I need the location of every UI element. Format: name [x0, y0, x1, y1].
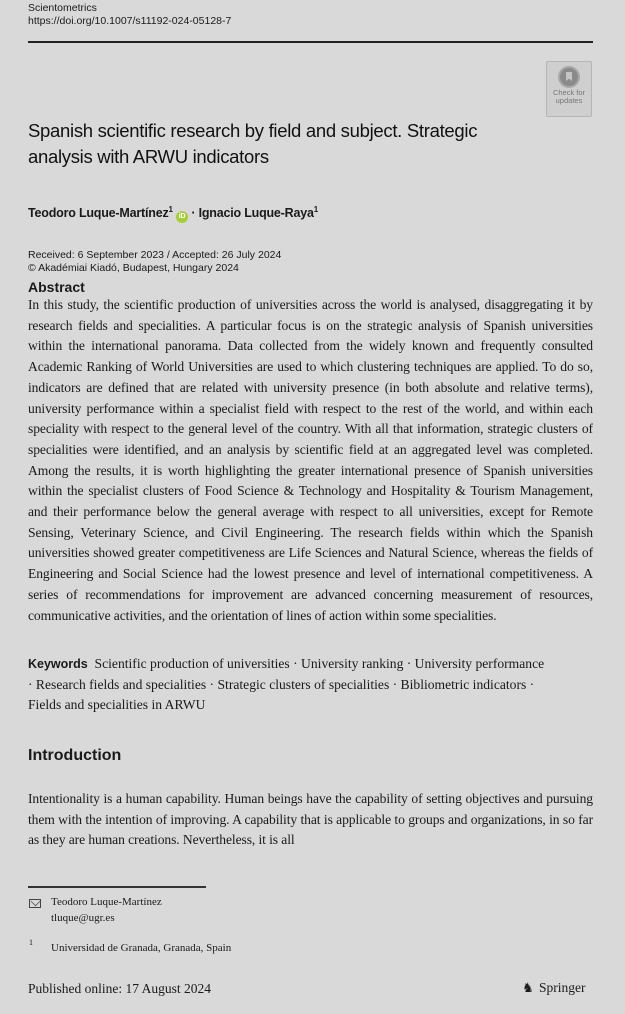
crossmark-label-2: updates [555, 96, 583, 105]
crossmark-icon [558, 66, 580, 88]
abstract-text: In this study, the scientific production of universities across the world is analysed, disaggregating it by research fields and specialities. A particular focus is on the strategic analysis of Spanish universities within the international panorama. Data collected from the widely known and frequently consulted Academic Ranking of World Universities are used to which clustering techniques are applied. To do so, indicators are defined that are related with university presence (in both absolute and relative terms), university performance within a specialist field with respect to the rest of the world, and within each speciality with respect to the general level of the country. With all that information, strategic clusters of specialities were identified, and an analysis by scientific field at an aggregated level was completed. Among the results, it is worth highlighting the greater international presence of Spanish universities within the specialist clusters of Food Science & Technology and Hospitality & Tourism Management, and their performance below the general average with respect to all universities, except for Remote Sensing, Veterinary Science, and Civil Engineering. The research fields within which the Spanish universities showed greater competitiveness are Life Sciences and Natural Science, whereas the fields of Engineering and Social Science had the lowest presence and level of international competitiveness. A series of recommendations for improvement are advanced concerning measurement of resources, communicative activities, and the orientation of lines of action within some specialities. [28, 297, 593, 623]
author-separator: · [191, 206, 196, 221]
paper-title: Spanish scientific research by field and subject. Strategic analysis with ARWU indicators [28, 120, 478, 167]
affiliation-text: Universidad de Granada, Granada, Spain [51, 942, 232, 954]
abstract-heading: Abstract [28, 279, 85, 295]
corresponding-author-email[interactable]: tluque@ugr.es [51, 912, 115, 924]
affiliation-number: 1 [29, 938, 33, 947]
footnote-divider [28, 886, 206, 888]
envelope-icon [29, 899, 41, 908]
affiliation-marker: 1 [168, 205, 173, 214]
journal-name: Scientometrics [28, 2, 97, 14]
keywords-label: Keywords [28, 657, 88, 671]
check-for-updates-badge[interactable] [546, 61, 592, 117]
received-accepted-dates: Received: 6 September 2023 / Accepted: 26 July 2024 [28, 249, 282, 261]
introduction-heading: Introduction [28, 747, 122, 764]
published-online-date: Published online: 17 August 2024 [28, 981, 212, 996]
orcid-icon[interactable]: iD [176, 211, 188, 223]
keywords-list: Scientific production of universities · University ranking · University performance · Research fields and specialities · Strategic clusters of specialities · Bibliometric indicators · Fields and specialities in ARWU [28, 656, 545, 712]
doi-link[interactable]: https://doi.org/10.1007/s11192-024-05128-7 [28, 15, 232, 27]
copyright-notice: © Akadémiai Kiadó, Budapest, Hungary 2024 [28, 262, 239, 274]
corresponding-author-name: Teodoro Luque-Martínez [51, 896, 162, 908]
keywords [28, 654, 548, 716]
springer-horse-icon: ♞ [522, 980, 534, 995]
introduction-text: Intentionality is a human capability. Human beings have the capability of setting objectives and pursuing them with the intention of improving. A capability that is applicable to groups and organizations, in so far as they are human creations. Nevertheless, it is all [28, 791, 593, 847]
publisher-name: Springer [539, 980, 586, 995]
affiliation-marker: 1 [313, 205, 318, 214]
crossmark-label-1: Check for [552, 88, 586, 97]
author-list [28, 205, 318, 223]
publisher-logo [521, 980, 586, 996]
header-divider [28, 41, 593, 43]
author-name: Teodoro Luque-Martínez [28, 206, 169, 221]
author-name: Ignacio Luque-Raya [198, 206, 314, 221]
